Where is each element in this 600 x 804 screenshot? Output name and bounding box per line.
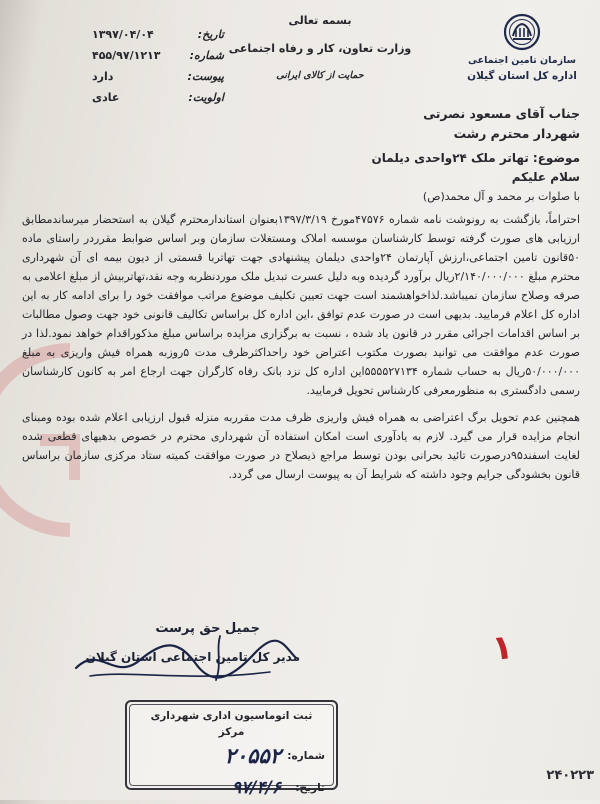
letter-meta (92, 28, 224, 112)
social-security-emblem-icon (502, 12, 542, 52)
stamp-number-label: شماره: (287, 750, 325, 762)
meta-priority-value: عادی (92, 91, 120, 104)
body-paragraph-2: همچنین عدم تحویل برگ اعتراضی به همراه فیش واریزی ظرف مدت مقرربه منزله قبول ارزیابی اعلام شده بوده ومبنای انجام مزایده قرار می گیرد. لازم به یادآوری است امکان استفاده آن شهرداری محترم در خصوص بدهیهای قطعی شده لغایت اسفند۹۵درصورت تائید بحرانی بودن توسط مراجع ذیصلاح در صورت موافقت کمیته ستاد مرکزی سازمان براساس قانون بخشودگی جرایم وجود داشته که شرایط آن به پیوست ارسال می گردد. (22, 411, 580, 481)
meta-number-row (92, 49, 224, 70)
recipient-name: جناب آقای مسعود نصرتی (423, 106, 580, 121)
bismillah-heading: بسمه تعالی (288, 14, 352, 27)
stamp-date-row (138, 772, 325, 804)
signatory-name: جمیل حق پرست (155, 621, 260, 636)
stamp-title: ثبت اتوماسیون اداری شهرداری مرکز (150, 710, 313, 738)
meta-attachment-label: پیوست: (187, 70, 224, 83)
meta-date-row (92, 28, 224, 49)
letter-salutation: با صلوات بر محمد و آل محمد(ص) (422, 190, 580, 203)
signature-block (70, 618, 300, 668)
letter-body (22, 104, 580, 484)
recipient-title: شهردار محترم رشت (453, 126, 580, 141)
registration-stamp-inner (129, 704, 334, 798)
meta-number-value: ۴۵۵/۹۷/۱۲۱۳ (92, 49, 161, 62)
corner-reference-number: ۲۴۰۲۲۳ (546, 768, 594, 783)
stamp-date-value: ۹۷/۴/۶ (232, 778, 281, 798)
letterhead-center (215, 12, 425, 84)
stamp-date-label: تاریخ: (295, 782, 325, 794)
year-slogan: حمایت از کالای ایرانی (276, 70, 364, 81)
letter-greeting: سلام علیکم (511, 170, 580, 184)
organization-name: سازمان تامین اجتماعی (467, 55, 576, 66)
organization-logo (466, 12, 578, 84)
meta-number-label: شماره: (189, 49, 224, 62)
stamp-number-row (138, 740, 325, 772)
stamp-number-value: ۲۰۵۵۲ (224, 744, 281, 768)
handwritten-signature-icon (70, 624, 300, 694)
registration-stamp (125, 700, 338, 798)
organization-office: اداره کل استان گیلان (467, 70, 577, 82)
meta-attachment-row (92, 70, 224, 91)
signatory-title: مدیر کل تامین اجتماعی استان گیلان (85, 650, 300, 664)
meta-priority-label: اولویت: (188, 91, 224, 104)
letter-subject: موضوع: تهاتر ملک ۲۴واحدی دیلمان (371, 151, 580, 165)
meta-date-label: تاریخ: (197, 28, 224, 41)
meta-attachment-value: دارد (92, 70, 114, 83)
ministry-name: وزارت تعاون، کار و رفاه اجتماعی (228, 42, 412, 55)
meta-date-value: ۱۳۹۷/۰۴/۰۴ (92, 28, 154, 41)
body-paragraph-1: احتراماً، بازگشت به رونوشت نامه شماره ۴۷۵۷۶مورخ ۱۳۹۷/۳/۱۹بعنوان استاندارمحترم گیلان به استحضار میرساندمطابق ارزیابی های صورت گرفته توسط کارشناسان موسسه املاک ومستغلات سازمان وبر اساس ضوابط مقرردر راستای ماده ۵۰قانون تامین اجتماعی،ارزش آپارتمان ۲۴واحدی دیلمان پیشنهادی جهت تهاتربا قسمتی از دیون بیمه ای آن شهرداری محترم مبلغ ۲/۱۴۰/۰۰۰/۰۰۰ریال برآورد گردیده وبه دلیل عسرت تبدیل ملک موردنظربه وجه نقد،تهاتربیش از مبلغ اعلامی به صرفه وصلاح سازمان نمیباشد.لذاخواهشمند است جهت تعیین تکلیف موضوع مراتب موافقت خود را برای ادامه کار به این اداره کل اعلام فرمایید. بدیهی است در صورت عدم توافق ،این اداره کل براساس تکالیف قانونی خود جهت وصول مطالبات بر اساس اقدامات اجرائی مقرر در قانون یاد شده ، نسبت به برگزاری مزایده براساس مبلغ مذکوراقدام خواهد نمود.لذا در صورت عدم موافقت می توانید بصورت مکتوب اعتراض خود راحداکثرظرف مدت ۵روزبه همراه فیش واریزی به مبلغ ۵۰/۰۰۰/۰۰۰ریال به حساب شماره ۵۵۵۵۲۷۱۳۴این اداره کل نزد بانک رفاه کارگران جهت ارجاع امر به کانون کارشناسان رسمی دادگستری به منظورمعرفی کارشناس تحویل فرمایید. (22, 213, 581, 397)
red-annotation-mark: ۱ (489, 627, 515, 669)
